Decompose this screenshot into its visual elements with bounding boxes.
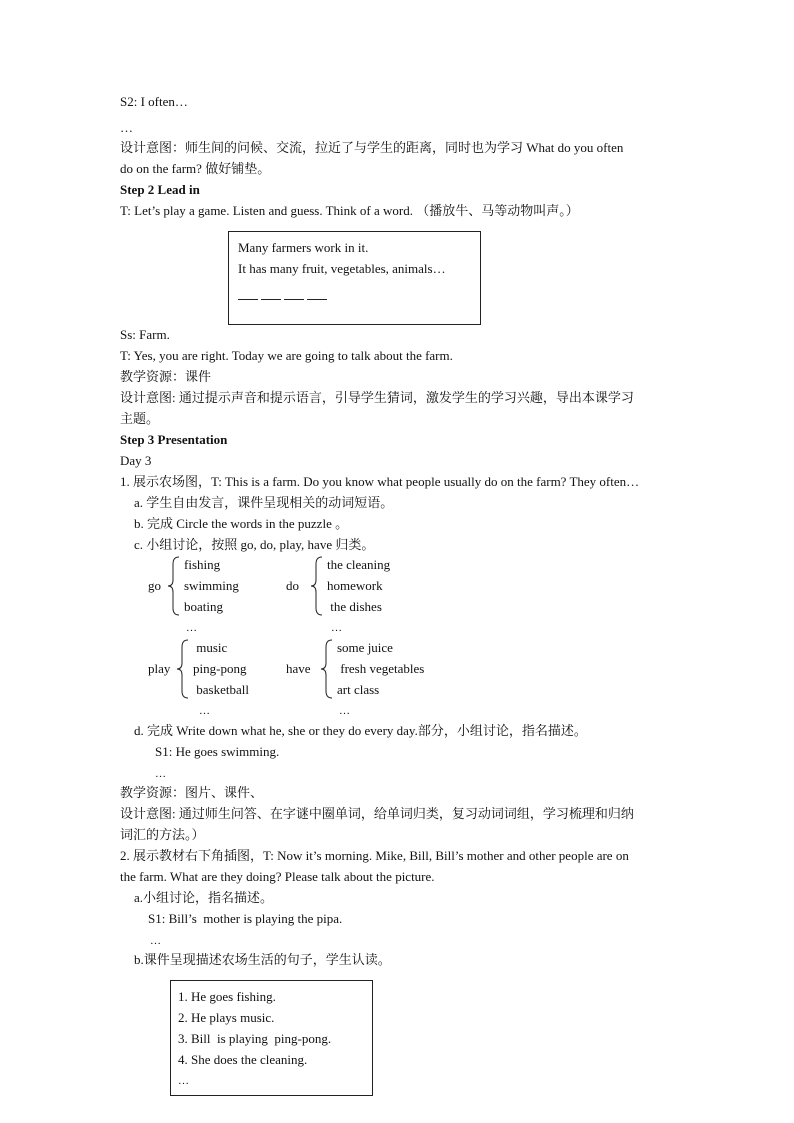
design-intent-2b: 主题。 (120, 411, 160, 426)
item-2-b: b.课件呈现描述农场生活的句子，学生认读。 (134, 952, 391, 967)
play-item-2: ping-pong (193, 661, 247, 676)
item-2a: 2. 展示教材右下角插图，T: Now it’s morning. Mike, Bill, Bill’s mother and other people are on (120, 848, 629, 863)
do-item-2: homework (327, 578, 383, 593)
do-item-3: the dishes (327, 599, 382, 614)
item-1c: c. 小组讨论，按照 go, do, play, have 归类。 (134, 537, 375, 552)
resource-2: 教学资源：图片、课件、 (120, 785, 264, 800)
item-1d: d. 完成 Write down what he, she or they do every day.部分，小组讨论，指名描述。 (134, 723, 587, 738)
sentence-box (170, 980, 373, 1096)
resource-1: 教学资源：课件 (120, 369, 212, 384)
design-intent-3a: 设计意图: 通过师生问答、在字谜中圈单词，给单词归类，复习动词词组，学习梳理和归纳 (120, 806, 634, 821)
go-item-1: fishing (184, 557, 221, 572)
item-2-a: a.小组讨论，指名描述。 (134, 890, 274, 905)
have-item-1: some juice (337, 640, 393, 655)
design-intent-2a: 设计意图: 通过提示声音和提示语言，引导学生猜词，激发学生的学习兴趣，导出本课学习 (120, 390, 634, 405)
have-item-3: art class (337, 682, 380, 697)
verb-go: go (148, 578, 161, 593)
go-item-3: boating (184, 599, 223, 614)
do-item-1: the cleaning (327, 557, 391, 572)
riddle-line-2: It has many fruit, vegetables, animals… (238, 261, 446, 276)
do-more: … (331, 622, 342, 634)
verb-do: do (286, 578, 299, 593)
answer-blanks (238, 288, 330, 304)
day3-label: Day 3 (120, 453, 152, 468)
sentence-2: 2. He plays music. (178, 1010, 275, 1025)
students-answer: Ss: Farm. (120, 327, 170, 342)
item-1b: b. 完成 Circle the words in the puzzle 。 (134, 516, 349, 531)
design-intent-3b: 词汇的方法。） (120, 827, 205, 842)
s2-line: S2: I often… (120, 94, 188, 109)
step3-heading: Step 3 Presentation (120, 432, 228, 447)
sentence-4: 4. She does the cleaning. (178, 1052, 308, 1067)
teacher-reply: T: Yes, you are right. Today we are going to talk about the farm. (120, 348, 453, 363)
play-more: … (199, 705, 210, 717)
have-more: … (339, 705, 350, 717)
have-item-2: fresh vegetables (337, 661, 425, 676)
item-1a: a. 学生自由发言，课件呈现相关的动词短语。 (134, 495, 394, 510)
go-item-2: swimming (184, 578, 239, 593)
brace-icon (320, 639, 334, 699)
item-1: 1. 展示农场图，T: This is a farm. Do you know what people usually do on the farm? They often… (120, 474, 640, 489)
design-intent-1b: do on the farm? 做好铺垫。 (120, 161, 271, 176)
brace-icon (167, 556, 181, 616)
ellipsis-d: … (155, 768, 166, 780)
example-swimming: S1: He goes swimming. (155, 744, 280, 759)
sentence-3: 3. Bill is playing ping-pong. (178, 1031, 332, 1046)
go-more: … (186, 622, 197, 634)
design-intent-1a: 设计意图：师生间的问候、交流，拉近了与学生的距离，同时也为学习 What do you often (120, 140, 624, 155)
ellipsis-line: … (120, 120, 133, 135)
ellipsis-2: … (150, 935, 161, 947)
example-pipa: S1: Bill’s mother is playing the pipa. (148, 911, 343, 926)
step2-heading: Step 2 Lead in (120, 182, 200, 197)
brace-icon (176, 639, 190, 699)
brace-icon (310, 556, 324, 616)
item-2b: the farm. What are they doing? Please talk about the picture. (120, 869, 435, 884)
teacher-game-line: T: Let’s play a game. Listen and guess. Think of a word. （播放牛、马等动物叫声。） (120, 203, 579, 218)
sentence-1: 1. He goes fishing. (178, 989, 276, 1004)
riddle-box (228, 231, 481, 325)
sentence-more: … (178, 1075, 189, 1087)
play-item-1: music (193, 640, 228, 655)
verb-play: play (148, 661, 171, 676)
riddle-line-1: Many farmers work in it. (238, 240, 369, 255)
play-item-3: basketball (193, 682, 249, 697)
verb-have: have (286, 661, 311, 676)
